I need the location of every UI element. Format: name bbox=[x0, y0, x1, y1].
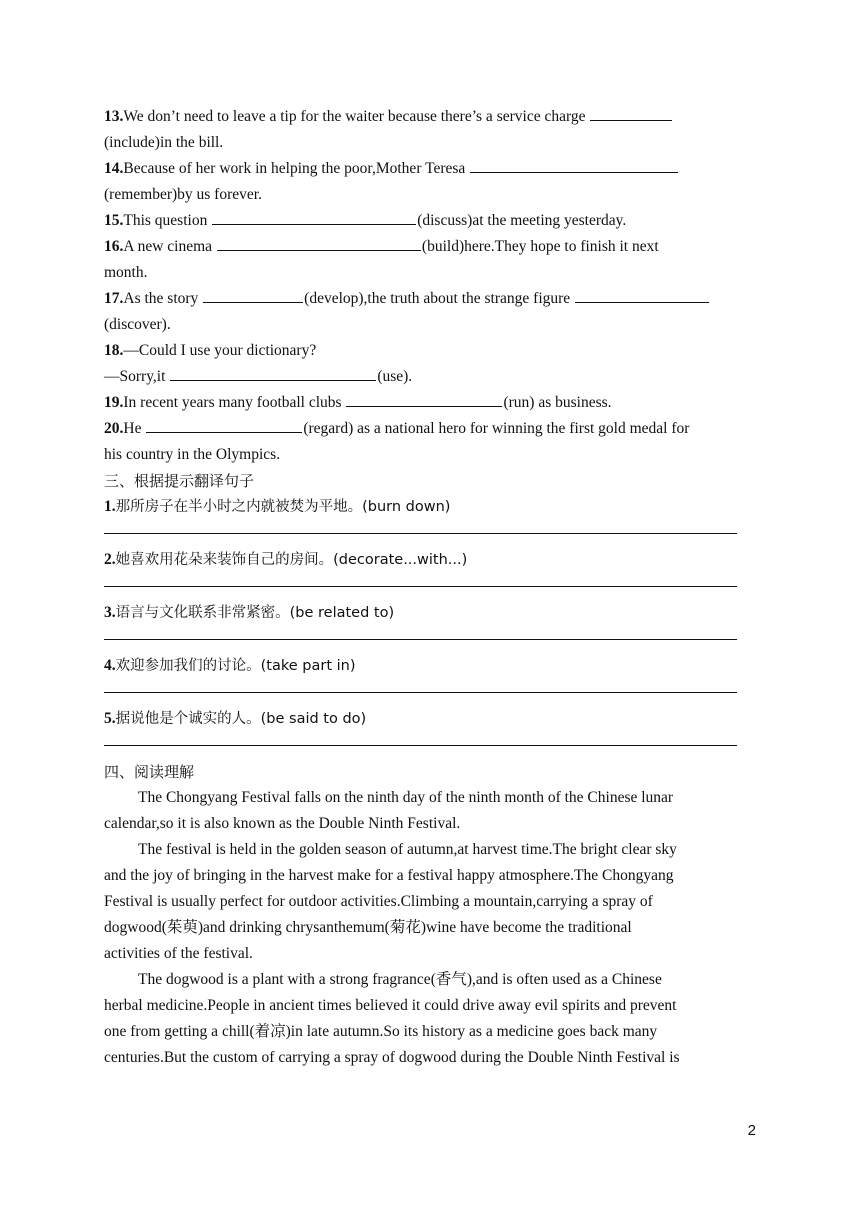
answer-blank[interactable] bbox=[590, 105, 672, 121]
passage-line: The dogwood is a plant with a strong fragrance(香气),and is often used as a Chinese bbox=[138, 971, 662, 988]
translation-item: 1.那所房子在半小时之内就被焚为平地。(burn down) bbox=[104, 498, 451, 515]
exercise-20-line-1: 20.He (regard) as a national hero for winning the first gold medal for bbox=[104, 416, 760, 442]
answer-blank[interactable] bbox=[203, 287, 303, 303]
exercise-16-line-1: 16.A new cinema (build)here.They hope to finish it next bbox=[104, 234, 760, 260]
translation-answer-line[interactable] bbox=[104, 573, 737, 587]
section-4-title: 四、阅读理解 bbox=[104, 763, 195, 781]
translation-answer-line[interactable] bbox=[104, 626, 737, 640]
passage-line: herbal medicine.People in ancient times believed it could drive away evil spirits and prevent bbox=[104, 997, 677, 1014]
answer-blank[interactable] bbox=[217, 235, 421, 251]
exercise-13-line-1: 13.We don’t need to leave a tip for the waiter because there’s a service charge bbox=[104, 104, 760, 130]
translation-item: 2.她喜欢用花朵来装饰自己的房间。(decorate...with...) bbox=[104, 551, 468, 568]
passage-line: The Chongyang Festival falls on the ninth day of the ninth month of the Chinese lunar bbox=[138, 789, 674, 806]
passage-line: Festival is usually perfect for outdoor activities.Climbing a mountain,carrying a spray of bbox=[104, 893, 653, 910]
translation-answer-line[interactable] bbox=[104, 732, 737, 746]
reading-passage bbox=[104, 785, 760, 1071]
translation-answer-line[interactable] bbox=[104, 520, 737, 534]
translation-item: 5.据说他是个诚实的人。(be said to do) bbox=[104, 710, 367, 727]
page-content bbox=[104, 104, 760, 1071]
passage-line: calendar,so it is also known as the Double Ninth Festival. bbox=[104, 815, 461, 832]
answer-blank[interactable] bbox=[212, 209, 416, 225]
exercise-19: 19.In recent years many football clubs (run) as business. bbox=[104, 390, 760, 416]
exercise-20-line-2: his country in the Olympics. bbox=[104, 446, 281, 463]
exercise-17-line-1: 17.As the story (develop),the truth about the strange figure bbox=[104, 286, 760, 312]
exercise-13-line-2: (include)in the bill. bbox=[104, 134, 224, 151]
translation-item: 4.欢迎参加我们的讨论。(take part in) bbox=[104, 657, 356, 674]
page-number: 2 bbox=[747, 1122, 756, 1139]
passage-line: and the joy of bringing in the harvest make for a festival happy atmosphere.The Chongyang bbox=[104, 867, 674, 884]
exercise-14-line-1: 14.Because of her work in helping the poor,Mother Teresa bbox=[104, 156, 760, 182]
passage-line: dogwood(茱萸)and drinking chrysanthemum(菊花)wine have become the traditional bbox=[104, 919, 632, 936]
answer-blank[interactable] bbox=[170, 365, 376, 381]
exercise-16-line-2: month. bbox=[104, 264, 148, 281]
exercise-18-line-2: —Sorry,it (use). bbox=[104, 364, 760, 390]
translation-answer-line[interactable] bbox=[104, 679, 737, 693]
exercise-17-line-2: (discover). bbox=[104, 316, 171, 333]
answer-blank[interactable] bbox=[146, 417, 302, 433]
passage-line: centuries.But the custom of carrying a spray of dogwood during the Double Ninth Festival is bbox=[104, 1049, 680, 1066]
answer-blank[interactable] bbox=[470, 157, 678, 173]
passage-line: one from getting a chill(着凉)in late autumn.So its history as a medicine goes back many bbox=[104, 1023, 658, 1040]
exercise-14-line-2: (remember)by us forever. bbox=[104, 186, 262, 203]
passage-line: The festival is held in the golden season of autumn,at harvest time.The bright clear sky bbox=[138, 841, 677, 858]
answer-blank[interactable] bbox=[346, 391, 502, 407]
section-3-title: 三、根据提示翻译句子 bbox=[104, 472, 255, 490]
translation-item: 3.语言与文化联系非常紧密。(be related to) bbox=[104, 604, 395, 621]
exercise-15: 15.This question (discuss)at the meeting yesterday. bbox=[104, 208, 760, 234]
passage-line: activities of the festival. bbox=[104, 945, 253, 962]
answer-blank[interactable] bbox=[575, 287, 709, 303]
exercise-18-line-1: 18.—Could I use your dictionary? bbox=[104, 342, 317, 359]
